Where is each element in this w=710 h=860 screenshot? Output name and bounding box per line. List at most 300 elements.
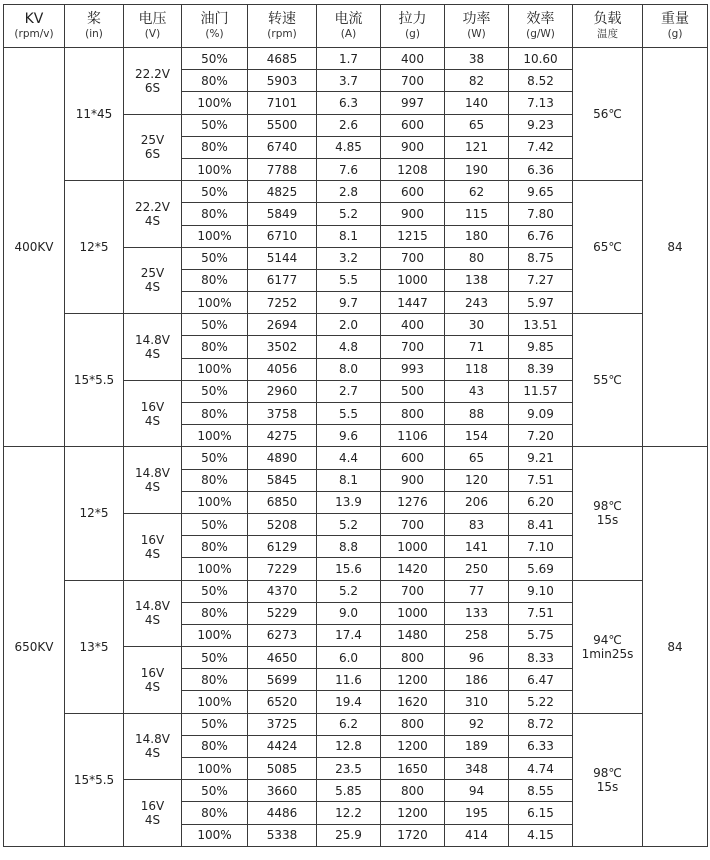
current-cell: 2.6 bbox=[317, 114, 381, 136]
rpm-cell: 4424 bbox=[248, 735, 317, 757]
efficiency-cell: 7.10 bbox=[509, 536, 573, 558]
throttle-cell: 100% bbox=[182, 225, 248, 247]
efficiency-cell: 8.75 bbox=[509, 247, 573, 269]
thrust-cell: 600 bbox=[381, 114, 445, 136]
rpm-cell: 4486 bbox=[248, 802, 317, 824]
load-temp-cell bbox=[573, 48, 643, 181]
header-weight bbox=[643, 5, 708, 48]
header-rpm bbox=[248, 5, 317, 48]
rpm-cell: 5208 bbox=[248, 513, 317, 535]
header-kv bbox=[4, 5, 65, 48]
voltage-line: 25V bbox=[140, 133, 165, 148]
voltage-line: 4S bbox=[144, 613, 161, 628]
prop-cell: 15*5.5 bbox=[65, 314, 124, 447]
power-cell: 71 bbox=[445, 336, 509, 358]
thrust-cell: 800 bbox=[381, 780, 445, 802]
voltage-cell bbox=[124, 713, 182, 780]
thrust-cell: 1208 bbox=[381, 158, 445, 180]
rpm-cell: 7252 bbox=[248, 292, 317, 314]
header-rpm-unit: (rpm) bbox=[267, 28, 297, 40]
thrust-cell: 800 bbox=[381, 647, 445, 669]
thrust-cell: 700 bbox=[381, 247, 445, 269]
power-cell: 30 bbox=[445, 314, 509, 336]
load-temp-line: 15s bbox=[596, 779, 619, 794]
power-cell: 250 bbox=[445, 558, 509, 580]
load-temp-line: 56℃ bbox=[593, 107, 622, 122]
rpm-cell: 4275 bbox=[248, 425, 317, 447]
voltage-line: 16V bbox=[140, 798, 165, 813]
thrust-cell: 900 bbox=[381, 136, 445, 158]
prop-cell: 12*5 bbox=[65, 181, 124, 314]
efficiency-cell: 6.47 bbox=[509, 669, 573, 691]
voltage-line: 4S bbox=[144, 679, 161, 694]
thrust-cell: 1447 bbox=[381, 292, 445, 314]
throttle-cell: 100% bbox=[182, 92, 248, 114]
rpm-cell: 6129 bbox=[248, 536, 317, 558]
throttle-cell: 80% bbox=[182, 70, 248, 92]
efficiency-cell: 5.69 bbox=[509, 558, 573, 580]
load-temp-cell bbox=[573, 580, 643, 713]
table-row bbox=[4, 713, 708, 735]
throttle-cell: 100% bbox=[182, 425, 248, 447]
power-cell: 62 bbox=[445, 181, 509, 203]
current-cell: 4.8 bbox=[317, 336, 381, 358]
header-thrust bbox=[381, 5, 445, 48]
load-temp-line: 94℃ bbox=[593, 632, 622, 647]
header-kv-unit: (rpm/v) bbox=[14, 28, 54, 40]
power-cell: 82 bbox=[445, 70, 509, 92]
header-efficiency-label: 效率 bbox=[526, 11, 555, 27]
current-cell: 6.3 bbox=[317, 92, 381, 114]
thrust-cell: 800 bbox=[381, 713, 445, 735]
load-temp-line: 98℃ bbox=[593, 499, 622, 514]
power-cell: 96 bbox=[445, 647, 509, 669]
throttle-cell: 50% bbox=[182, 713, 248, 735]
efficiency-cell: 6.20 bbox=[509, 491, 573, 513]
power-cell: 94 bbox=[445, 780, 509, 802]
rpm-cell: 6850 bbox=[248, 491, 317, 513]
efficiency-cell: 9.65 bbox=[509, 181, 573, 203]
header-efficiency bbox=[509, 5, 573, 48]
thrust-cell: 1000 bbox=[381, 602, 445, 624]
load-temp-cell bbox=[573, 181, 643, 314]
throttle-cell: 80% bbox=[182, 469, 248, 491]
current-cell: 4.85 bbox=[317, 136, 381, 158]
rpm-cell: 5699 bbox=[248, 669, 317, 691]
motor-spec-table bbox=[3, 4, 708, 847]
current-cell: 11.6 bbox=[317, 669, 381, 691]
rpm-cell: 3758 bbox=[248, 403, 317, 425]
efficiency-cell: 7.27 bbox=[509, 269, 573, 291]
current-cell: 8.8 bbox=[317, 536, 381, 558]
power-cell: 310 bbox=[445, 691, 509, 713]
rpm-cell: 5229 bbox=[248, 602, 317, 624]
voltage-cell bbox=[124, 580, 182, 647]
voltage-cell bbox=[124, 513, 182, 580]
header-load-temp-label: 负载 bbox=[593, 11, 622, 27]
rpm-cell: 7788 bbox=[248, 158, 317, 180]
voltage-line: 4S bbox=[144, 413, 161, 428]
efficiency-cell: 6.15 bbox=[509, 802, 573, 824]
throttle-cell: 80% bbox=[182, 602, 248, 624]
rpm-cell: 6740 bbox=[248, 136, 317, 158]
header-thrust-label: 拉力 bbox=[398, 11, 427, 27]
current-cell: 3.7 bbox=[317, 70, 381, 92]
voltage-cell bbox=[124, 314, 182, 381]
thrust-cell: 700 bbox=[381, 336, 445, 358]
thrust-cell: 997 bbox=[381, 92, 445, 114]
current-cell: 7.6 bbox=[317, 158, 381, 180]
efficiency-cell: 9.23 bbox=[509, 114, 573, 136]
throttle-cell: 80% bbox=[182, 336, 248, 358]
header-current bbox=[317, 5, 381, 48]
table-header bbox=[4, 5, 708, 48]
voltage-line: 14.8V bbox=[135, 732, 170, 747]
header-power-unit: (W) bbox=[467, 28, 486, 40]
header-current-label: 电流 bbox=[334, 11, 363, 27]
header-row bbox=[4, 5, 708, 48]
header-throttle bbox=[182, 5, 248, 48]
header-efficiency-unit: (g/W) bbox=[526, 28, 555, 40]
rpm-cell: 5903 bbox=[248, 70, 317, 92]
voltage-cell bbox=[124, 647, 182, 714]
load-temp-line: 1min25s bbox=[581, 646, 634, 661]
header-throttle-label: 油门 bbox=[200, 11, 229, 27]
current-cell: 5.5 bbox=[317, 403, 381, 425]
throttle-cell: 80% bbox=[182, 536, 248, 558]
header-prop bbox=[65, 5, 124, 48]
voltage-line: 22.2V bbox=[135, 66, 170, 81]
rpm-cell: 5144 bbox=[248, 247, 317, 269]
power-cell: 414 bbox=[445, 824, 509, 846]
power-cell: 115 bbox=[445, 203, 509, 225]
rpm-cell: 3725 bbox=[248, 713, 317, 735]
rpm-cell: 6520 bbox=[248, 691, 317, 713]
power-cell: 133 bbox=[445, 602, 509, 624]
efficiency-cell: 5.97 bbox=[509, 292, 573, 314]
power-cell: 258 bbox=[445, 624, 509, 646]
thrust-cell: 600 bbox=[381, 447, 445, 469]
voltage-cell bbox=[124, 48, 182, 115]
thrust-cell: 700 bbox=[381, 70, 445, 92]
rpm-cell: 6177 bbox=[248, 269, 317, 291]
current-cell: 25.9 bbox=[317, 824, 381, 846]
table-row bbox=[4, 447, 708, 469]
throttle-cell: 50% bbox=[182, 181, 248, 203]
current-cell: 9.7 bbox=[317, 292, 381, 314]
current-cell: 5.2 bbox=[317, 513, 381, 535]
throttle-cell: 50% bbox=[182, 647, 248, 669]
throttle-cell: 100% bbox=[182, 358, 248, 380]
rpm-cell: 5085 bbox=[248, 758, 317, 780]
power-cell: 141 bbox=[445, 536, 509, 558]
efficiency-cell: 5.75 bbox=[509, 624, 573, 646]
thrust-cell: 993 bbox=[381, 358, 445, 380]
voltage-line: 4S bbox=[144, 347, 161, 362]
load-temp-line: 98℃ bbox=[593, 765, 622, 780]
thrust-cell: 1215 bbox=[381, 225, 445, 247]
header-load-temp-unit: 温度 bbox=[597, 28, 618, 40]
efficiency-cell: 4.74 bbox=[509, 758, 573, 780]
efficiency-cell: 13.51 bbox=[509, 314, 573, 336]
current-cell: 12.8 bbox=[317, 735, 381, 757]
current-cell: 2.8 bbox=[317, 181, 381, 203]
power-cell: 206 bbox=[445, 491, 509, 513]
current-cell: 2.0 bbox=[317, 314, 381, 336]
current-cell: 8.0 bbox=[317, 358, 381, 380]
throttle-cell: 50% bbox=[182, 580, 248, 602]
power-cell: 77 bbox=[445, 580, 509, 602]
voltage-line: 25V bbox=[140, 266, 165, 281]
throttle-cell: 100% bbox=[182, 691, 248, 713]
current-cell: 9.6 bbox=[317, 425, 381, 447]
current-cell: 19.4 bbox=[317, 691, 381, 713]
header-rpm-label: 转速 bbox=[268, 11, 296, 27]
thrust-cell: 1000 bbox=[381, 269, 445, 291]
throttle-cell: 100% bbox=[182, 758, 248, 780]
efficiency-cell: 9.21 bbox=[509, 447, 573, 469]
throttle-cell: 100% bbox=[182, 824, 248, 846]
throttle-cell: 100% bbox=[182, 491, 248, 513]
efficiency-cell: 9.85 bbox=[509, 336, 573, 358]
voltage-line: 22.2V bbox=[135, 199, 170, 214]
current-cell: 5.2 bbox=[317, 580, 381, 602]
power-cell: 43 bbox=[445, 380, 509, 402]
rpm-cell: 4825 bbox=[248, 181, 317, 203]
voltage-line: 16V bbox=[140, 665, 165, 680]
load-temp-cell bbox=[573, 447, 643, 580]
rpm-cell: 2960 bbox=[248, 380, 317, 402]
power-cell: 140 bbox=[445, 92, 509, 114]
prop-cell: 15*5.5 bbox=[65, 713, 124, 846]
header-power-label: 功率 bbox=[462, 11, 491, 27]
power-cell: 348 bbox=[445, 758, 509, 780]
efficiency-cell: 6.76 bbox=[509, 225, 573, 247]
efficiency-cell: 4.15 bbox=[509, 824, 573, 846]
throttle-cell: 100% bbox=[182, 624, 248, 646]
voltage-line: 6S bbox=[144, 80, 161, 95]
current-cell: 5.2 bbox=[317, 203, 381, 225]
throttle-cell: 50% bbox=[182, 48, 248, 70]
weight-cell: 84 bbox=[643, 447, 708, 846]
efficiency-cell: 8.33 bbox=[509, 647, 573, 669]
thrust-cell: 1480 bbox=[381, 624, 445, 646]
voltage-cell bbox=[124, 181, 182, 248]
voltage-line: 6S bbox=[144, 147, 161, 162]
voltage-cell bbox=[124, 780, 182, 847]
thrust-cell: 1420 bbox=[381, 558, 445, 580]
header-weight-label: 重量 bbox=[661, 11, 689, 27]
power-cell: 190 bbox=[445, 158, 509, 180]
prop-cell: 12*5 bbox=[65, 447, 124, 580]
efficiency-cell: 7.51 bbox=[509, 469, 573, 491]
header-kv-label: KV bbox=[24, 11, 44, 27]
load-temp-line: 55℃ bbox=[593, 373, 622, 388]
header-weight-unit: (g) bbox=[667, 28, 683, 40]
power-cell: 118 bbox=[445, 358, 509, 380]
voltage-line: 4S bbox=[144, 546, 161, 561]
header-thrust-unit: (g) bbox=[405, 28, 420, 40]
current-cell: 8.1 bbox=[317, 225, 381, 247]
header-voltage-unit: (V) bbox=[144, 28, 161, 40]
throttle-cell: 50% bbox=[182, 247, 248, 269]
rpm-cell: 5338 bbox=[248, 824, 317, 846]
header-voltage-label: 电压 bbox=[138, 11, 167, 27]
voltage-cell bbox=[124, 447, 182, 514]
efficiency-cell: 7.51 bbox=[509, 602, 573, 624]
throttle-cell: 80% bbox=[182, 802, 248, 824]
throttle-cell: 80% bbox=[182, 403, 248, 425]
table-body bbox=[4, 48, 708, 847]
power-cell: 80 bbox=[445, 247, 509, 269]
power-cell: 186 bbox=[445, 669, 509, 691]
rpm-cell: 5849 bbox=[248, 203, 317, 225]
thrust-cell: 1650 bbox=[381, 758, 445, 780]
thrust-cell: 1000 bbox=[381, 536, 445, 558]
efficiency-cell: 8.52 bbox=[509, 70, 573, 92]
rpm-cell: 3660 bbox=[248, 780, 317, 802]
thrust-cell: 1106 bbox=[381, 425, 445, 447]
thrust-cell: 1200 bbox=[381, 802, 445, 824]
table-row bbox=[4, 48, 708, 70]
power-cell: 120 bbox=[445, 469, 509, 491]
power-cell: 38 bbox=[445, 48, 509, 70]
current-cell: 17.4 bbox=[317, 624, 381, 646]
rpm-cell: 4890 bbox=[248, 447, 317, 469]
throttle-cell: 80% bbox=[182, 669, 248, 691]
thrust-cell: 400 bbox=[381, 48, 445, 70]
thrust-cell: 1200 bbox=[381, 669, 445, 691]
power-cell: 189 bbox=[445, 735, 509, 757]
power-cell: 154 bbox=[445, 425, 509, 447]
current-cell: 13.9 bbox=[317, 491, 381, 513]
throttle-cell: 50% bbox=[182, 314, 248, 336]
thrust-cell: 700 bbox=[381, 513, 445, 535]
table-row bbox=[4, 181, 708, 203]
voltage-line: 4S bbox=[144, 213, 161, 228]
power-cell: 65 bbox=[445, 114, 509, 136]
rpm-cell: 5500 bbox=[248, 114, 317, 136]
thrust-cell: 700 bbox=[381, 580, 445, 602]
efficiency-cell: 7.13 bbox=[509, 92, 573, 114]
thrust-cell: 500 bbox=[381, 380, 445, 402]
efficiency-cell: 9.09 bbox=[509, 403, 573, 425]
thrust-cell: 1720 bbox=[381, 824, 445, 846]
thrust-cell: 800 bbox=[381, 403, 445, 425]
throttle-cell: 100% bbox=[182, 558, 248, 580]
table-row bbox=[4, 314, 708, 336]
thrust-cell: 900 bbox=[381, 469, 445, 491]
rpm-cell: 7229 bbox=[248, 558, 317, 580]
current-cell: 12.2 bbox=[317, 802, 381, 824]
current-cell: 23.5 bbox=[317, 758, 381, 780]
efficiency-cell: 8.41 bbox=[509, 513, 573, 535]
efficiency-cell: 6.33 bbox=[509, 735, 573, 757]
table-row bbox=[4, 580, 708, 602]
current-cell: 3.2 bbox=[317, 247, 381, 269]
rpm-cell: 2694 bbox=[248, 314, 317, 336]
current-cell: 6.0 bbox=[317, 647, 381, 669]
voltage-line: 4S bbox=[144, 812, 161, 827]
header-current-unit: (A) bbox=[340, 28, 357, 40]
power-cell: 88 bbox=[445, 403, 509, 425]
power-cell: 180 bbox=[445, 225, 509, 247]
rpm-cell: 4370 bbox=[248, 580, 317, 602]
voltage-line: 14.8V bbox=[135, 466, 170, 481]
header-load-temp bbox=[573, 5, 643, 48]
current-cell: 2.7 bbox=[317, 380, 381, 402]
current-cell: 5.5 bbox=[317, 269, 381, 291]
voltage-line: 4S bbox=[144, 746, 161, 761]
efficiency-cell: 8.55 bbox=[509, 780, 573, 802]
rpm-cell: 5845 bbox=[248, 469, 317, 491]
power-cell: 121 bbox=[445, 136, 509, 158]
efficiency-cell: 7.80 bbox=[509, 203, 573, 225]
current-cell: 6.2 bbox=[317, 713, 381, 735]
rpm-cell: 3502 bbox=[248, 336, 317, 358]
header-power bbox=[445, 5, 509, 48]
throttle-cell: 50% bbox=[182, 513, 248, 535]
power-cell: 65 bbox=[445, 447, 509, 469]
load-temp-line: 65℃ bbox=[593, 240, 622, 255]
throttle-cell: 50% bbox=[182, 447, 248, 469]
voltage-line: 16V bbox=[140, 532, 165, 547]
load-temp-cell bbox=[573, 713, 643, 846]
power-cell: 83 bbox=[445, 513, 509, 535]
efficiency-cell: 8.39 bbox=[509, 358, 573, 380]
rpm-cell: 4056 bbox=[248, 358, 317, 380]
throttle-cell: 80% bbox=[182, 735, 248, 757]
rpm-cell: 7101 bbox=[248, 92, 317, 114]
throttle-cell: 100% bbox=[182, 158, 248, 180]
kv-cell: 650KV bbox=[4, 447, 65, 846]
efficiency-cell: 7.20 bbox=[509, 425, 573, 447]
voltage-cell bbox=[124, 247, 182, 314]
header-throttle-unit: (%) bbox=[205, 28, 224, 40]
rpm-cell: 4650 bbox=[248, 647, 317, 669]
thrust-cell: 600 bbox=[381, 181, 445, 203]
voltage-line: 14.8V bbox=[135, 333, 170, 348]
current-cell: 8.1 bbox=[317, 469, 381, 491]
thrust-cell: 1276 bbox=[381, 491, 445, 513]
current-cell: 4.4 bbox=[317, 447, 381, 469]
throttle-cell: 50% bbox=[182, 780, 248, 802]
voltage-cell bbox=[124, 380, 182, 447]
rpm-cell: 6273 bbox=[248, 624, 317, 646]
power-cell: 92 bbox=[445, 713, 509, 735]
power-cell: 195 bbox=[445, 802, 509, 824]
rpm-cell: 6710 bbox=[248, 225, 317, 247]
current-cell: 1.7 bbox=[317, 48, 381, 70]
current-cell: 15.6 bbox=[317, 558, 381, 580]
throttle-cell: 50% bbox=[182, 380, 248, 402]
thrust-cell: 400 bbox=[381, 314, 445, 336]
load-temp-cell bbox=[573, 314, 643, 447]
header-prop-label: 桨 bbox=[87, 11, 101, 27]
efficiency-cell: 10.60 bbox=[509, 48, 573, 70]
thrust-cell: 1620 bbox=[381, 691, 445, 713]
thrust-cell: 900 bbox=[381, 203, 445, 225]
current-cell: 5.85 bbox=[317, 780, 381, 802]
power-cell: 243 bbox=[445, 292, 509, 314]
efficiency-cell: 7.42 bbox=[509, 136, 573, 158]
prop-cell: 13*5 bbox=[65, 580, 124, 713]
thrust-cell: 1200 bbox=[381, 735, 445, 757]
rpm-cell: 4685 bbox=[248, 48, 317, 70]
voltage-line: 4S bbox=[144, 280, 161, 295]
header-prop-unit: (in) bbox=[85, 28, 103, 40]
efficiency-cell: 6.36 bbox=[509, 158, 573, 180]
